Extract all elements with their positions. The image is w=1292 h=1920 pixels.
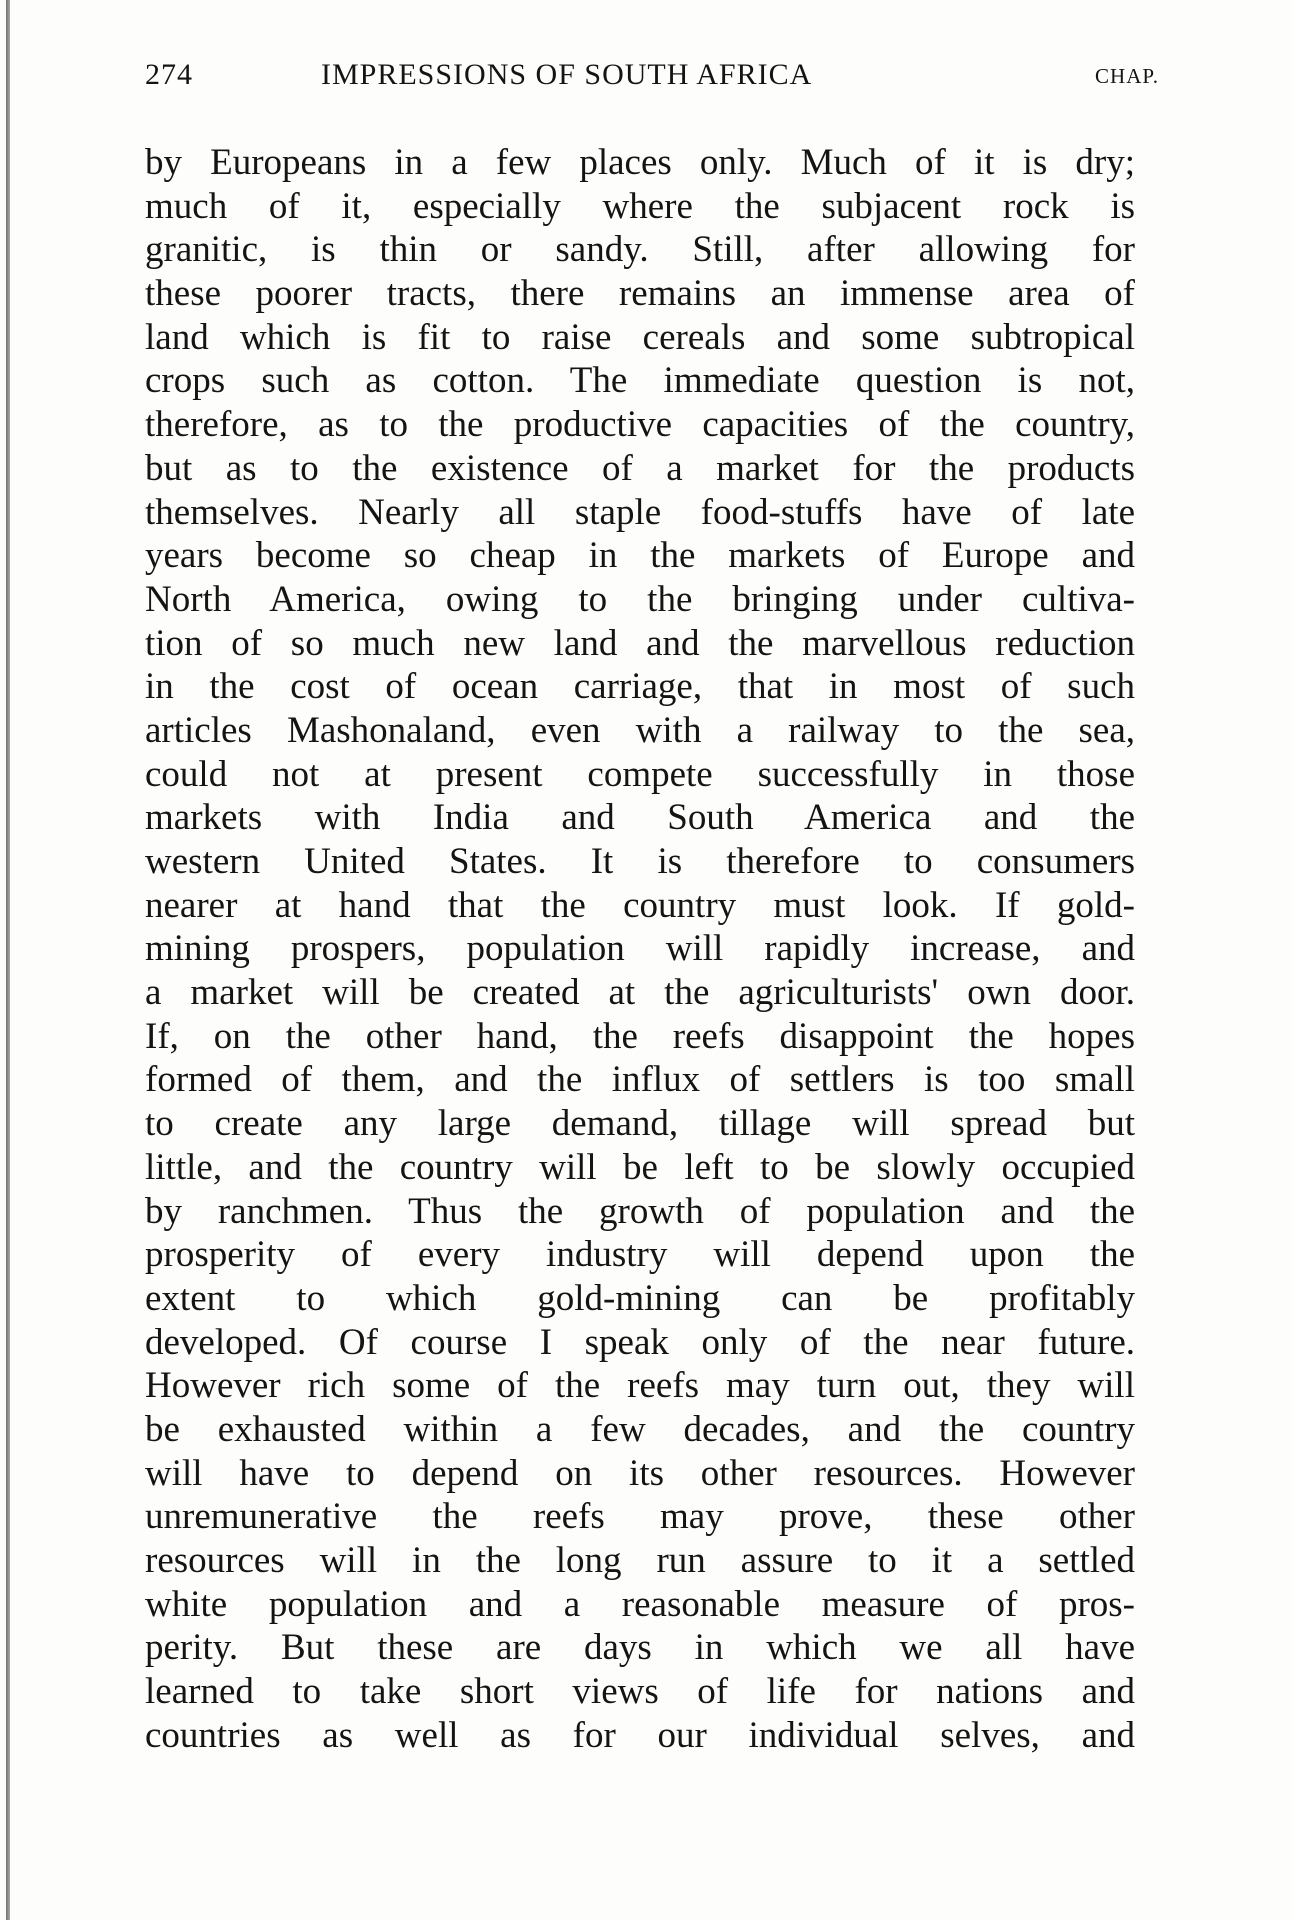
text-line: granitic, is thin or sandy. Still, after allowing for bbox=[145, 229, 1135, 271]
chapter-label: CHAP. bbox=[1095, 64, 1159, 88]
text-line: resources will in the long run assure to it a settled bbox=[145, 1540, 1135, 1581]
text-line: could not at present compete successfully in those bbox=[145, 753, 1135, 795]
text-line: much of it, especially where the subjacent rock is bbox=[145, 185, 1135, 227]
text-line: in the cost of ocean carriage, that in most of such bbox=[145, 666, 1135, 708]
text-line: If, on the other hand, the reefs disappoint the hopes bbox=[145, 1015, 1135, 1057]
text-line: formed of them, and the influx of settlers is too small bbox=[145, 1059, 1135, 1101]
text-line: extent to which gold-mining can be profitably bbox=[145, 1277, 1135, 1319]
body-text bbox=[145, 141, 1135, 1757]
text-line: mining prospers, population will rapidly increase, and bbox=[145, 928, 1135, 970]
text-line: land which is fit to raise cereals and some subtropical bbox=[145, 316, 1135, 358]
text-line: themselves. Nearly all staple food-stuffs have of late bbox=[145, 491, 1135, 533]
text-line: developed. Of course I speak only of the near future. bbox=[145, 1321, 1135, 1363]
text-line: be exhausted within a few decades, and the country bbox=[145, 1408, 1135, 1450]
text-line: unremunerative the reefs may prove, these other bbox=[145, 1496, 1135, 1538]
page-number: 274 bbox=[145, 58, 193, 91]
text-line: prosperity of every industry will depend upon the bbox=[145, 1234, 1135, 1276]
running-header bbox=[145, 58, 1159, 108]
text-line: However rich some of the reefs may turn out, they will bbox=[145, 1365, 1135, 1407]
text-line: crops such as cotton. The immediate question is not, bbox=[145, 360, 1135, 402]
text-line: a market will be created at the agriculturists' own door. bbox=[145, 972, 1135, 1014]
text-line: articles Mashonaland, even with a railway to the sea, bbox=[145, 709, 1135, 751]
page-binding-edge bbox=[6, 0, 10, 1920]
text-line: perity. But these are days in which we all have bbox=[145, 1627, 1135, 1669]
text-line: nearer at hand that the country must look. If gold- bbox=[145, 884, 1135, 926]
text-line: learned to take short views of life for nations and bbox=[145, 1671, 1135, 1713]
text-line: but as to the existence of a market for the products bbox=[145, 447, 1135, 489]
text-line: western United States. It is therefore to consumers bbox=[145, 841, 1135, 882]
text-line: markets with India and South America and the bbox=[145, 797, 1135, 839]
text-line: these poorer tracts, there remains an immense area of bbox=[145, 273, 1135, 315]
text-line: white population and a reasonable measure of pros- bbox=[145, 1583, 1135, 1625]
text-line: by ranchmen. Thus the growth of population and the bbox=[145, 1190, 1135, 1232]
text-line: will have to depend on its other resources. However bbox=[145, 1452, 1135, 1494]
text-line: therefore, as to the productive capacities of the country, bbox=[145, 404, 1135, 446]
text-line: North America, owing to the bringing under cultiva- bbox=[145, 578, 1135, 620]
text-line: to create any large demand, tillage will spread but bbox=[145, 1103, 1135, 1145]
text-line: by Europeans in a few places only. Much of it is dry; bbox=[145, 142, 1135, 183]
running-title: IMPRESSIONS OF SOUTH AFRICA bbox=[321, 58, 813, 91]
text-line: countries as well as for our individual selves, and bbox=[145, 1714, 1135, 1756]
text-line: tion of so much new land and the marvellous reduction bbox=[145, 622, 1135, 664]
text-line: little, and the country will be left to be slowly occupied bbox=[145, 1146, 1135, 1188]
text-line: years become so cheap in the markets of Europe and bbox=[145, 535, 1135, 577]
